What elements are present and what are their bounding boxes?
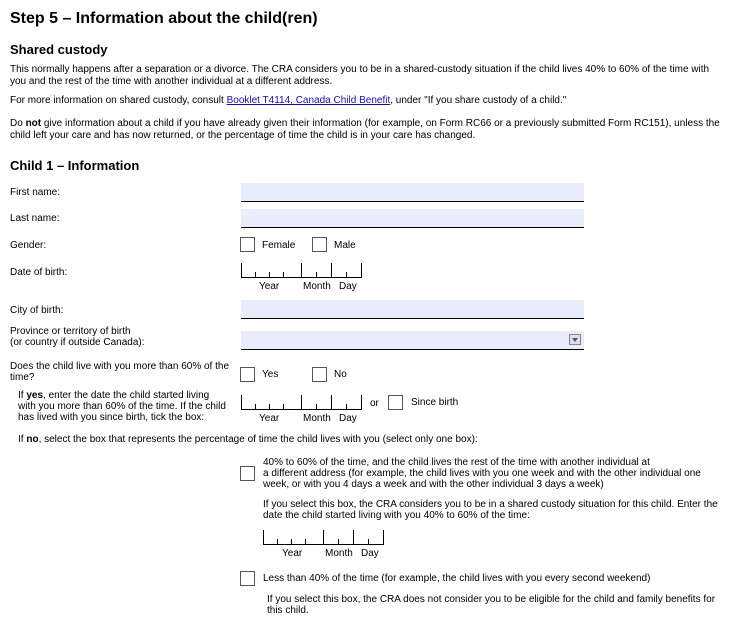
province-label-line1: Province or territory of birth [10,326,131,337]
para3-not: not [25,118,42,129]
first-name-label: First name: [10,187,61,198]
opt1-line1: 40% to 60% of the time, and the child lives the rest of the time with another individual at [263,457,650,468]
less-than-40-checkbox[interactable] [240,571,255,586]
if-no-pre: If [18,434,27,445]
if-yes-bold: yes [26,390,44,401]
para3-line1: give information about a child if you have already given their information (for example, on Form RC66 or a previously submitted Form RC151), unless the [41,118,720,129]
shared-custody-day-label: Day [361,548,379,559]
if-yes-instructions [18,390,226,423]
if-yes-year-label: Year [259,413,280,424]
option-less-than-40-note [267,594,732,616]
shared-custody-40-60-checkbox[interactable] [240,466,255,481]
shared-custody-date-field[interactable] [263,530,384,545]
live-with-you-label [10,361,229,383]
shared-custody-paragraph-3 [10,118,735,142]
booklet-t4114-link[interactable]: Booklet T4114, Canada Child Benefit [226,95,391,106]
child1-heading: Child 1 – Information [10,158,140,173]
date-of-birth-label: Date of birth: [10,267,68,278]
step-title: Step 5 – Information about the child(ren) [10,10,318,27]
yes-checkbox[interactable] [240,367,255,382]
male-checkbox[interactable] [312,237,327,252]
chevron-down-icon[interactable] [569,334,581,345]
opt1-note-line1: If you select this box, the CRA considers you to be in a shared custody situation for this child. Enter the [263,499,718,510]
yes-label: Yes [262,369,279,380]
if-no-instructions [18,434,478,445]
if-no-text: , select the box that represents the percentage of time the child lives with you (select only one box): [38,434,478,445]
dob-year-label: Year [259,281,280,292]
since-birth-label: Since birth [411,397,459,408]
option-40-60-text [263,457,733,490]
live-label-line1: Does the child live with you more than 60% of the [10,361,230,372]
shared-custody-paragraph-2 [10,95,566,107]
city-of-birth-label: City of birth: [10,305,64,316]
para1-line2: you and the rest of the time with another individual at a different address. [10,76,333,87]
para2-post: , under "If you share custody of a child." [390,95,567,106]
para2-pre: For more information on shared custody, consult [10,95,227,106]
city-of-birth-field[interactable] [241,300,584,319]
opt2-note-line1: If you select this box, the CRA does not consider you to be eligible for the child and family benefits for [267,594,716,605]
option-less-than-40-text: Less than 40% of the time (for example, the child lives with you every second weekend) [263,573,651,584]
shared-custody-paragraph-1 [10,64,735,88]
if-yes-line1: , enter the date the child started living [43,390,210,401]
dob-month-label: Month [303,281,331,292]
option-40-60-note [263,499,733,521]
opt1-note-line2: date the child started living with you 40% to 60% of the time: [263,510,530,521]
if-yes-date-field[interactable] [241,395,362,410]
para3-line2: child left your care and has now returned, or the percentage of time the child is in your care has changed. [10,130,476,141]
shared-custody-heading: Shared custody [10,42,108,57]
first-name-field[interactable] [241,183,584,202]
since-birth-checkbox[interactable] [388,395,403,410]
opt2-note-line2: this child. [267,605,309,616]
province-label [10,326,145,348]
if-yes-line2: with you more than 60% of the time. If the child [18,401,226,412]
if-yes-line3: has lived with you since birth, tick the box: [18,412,205,423]
shared-custody-month-label: Month [325,548,353,559]
opt1-line3: week, or with you 4 days a week and with the other individual 3 days a week) [263,479,604,490]
male-label: Male [334,240,356,251]
shared-custody-year-label: Year [282,548,303,559]
province-select[interactable] [241,331,584,350]
date-of-birth-field[interactable] [241,263,362,278]
if-no-bold: no [26,434,39,445]
last-name-field[interactable] [241,209,584,228]
para3-do: Do [10,118,26,129]
dob-day-label: Day [339,281,357,292]
last-name-label: Last name: [10,213,60,224]
or-label: or [370,398,379,409]
province-label-line2: (or country if outside Canada): [10,337,145,348]
no-label: No [334,369,347,380]
if-yes-day-label: Day [339,413,357,424]
gender-label: Gender: [10,240,47,251]
if-yes-month-label: Month [303,413,331,424]
para1-line1: This normally happens after a separation or a divorce. The CRA considers you to be in a shared-custody situation if the child lives 40% to 60% of the time with [10,64,710,75]
opt1-line2: a different address (for example, the child lives with you one week and with the other individual one [263,468,701,479]
if-yes-pre: If [18,390,27,401]
no-checkbox[interactable] [312,367,327,382]
female-label: Female [262,240,296,251]
female-checkbox[interactable] [240,237,255,252]
live-label-line2: time? [10,372,35,383]
